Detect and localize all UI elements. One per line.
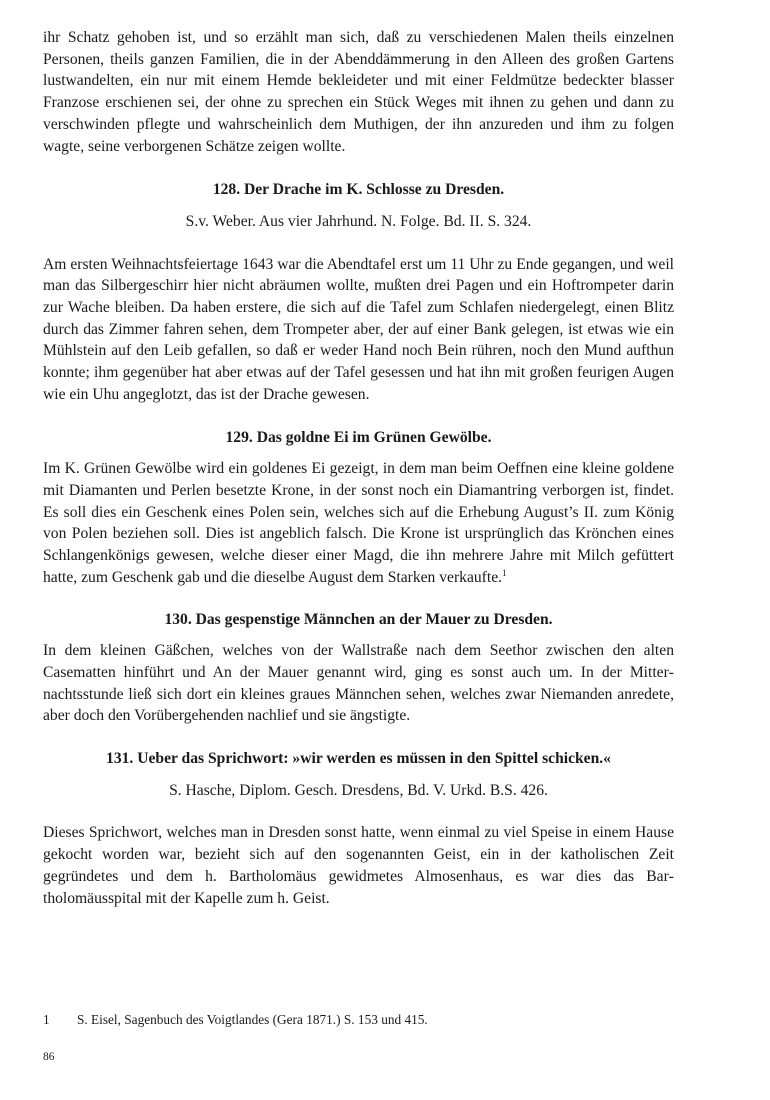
section-130-heading: 130. Das gespenstige Männchen an der Mauer zu Dresden. (164, 611, 553, 629)
section-129-text: Im K. Grünen Gewölbe wird ein goldenes Ei gezeigt, in dem man beim Oeffnen eine kleine goldene mit Diamanten und Perlen besetzte Krone, in der sonst noch ein Diamantring verborgen ist, findet. Es soll dies ein Geschenk eines Polen sein, welches sich auf die Erhebung August’s II. zum König von Polen beziehen soll. Dies ist angeblich falsch. Die Krone ist ursprünglich das Krönchen eines Schlangenkönigs gewesen, welche dieser einer Magd, die ihn mehrere Jahre mit Milch gefüttert hatte, zum Geschenk gab und die dieselbe August dem Starken verkaufte. (43, 460, 674, 586)
section-131-heading: 131. Ueber das Sprichwort: »wir werden es müssen in den Spittel schicken.« (106, 749, 611, 767)
footnote-number: 1 (43, 1012, 50, 1027)
section-129-paragraph (43, 458, 674, 588)
section-131-source: S. Hasche, Diplom. Gesch. Dresdens, Bd. V. Urkd. B.S. 426. (169, 781, 548, 799)
footnote (43, 1011, 674, 1029)
section-131-paragraph: Dieses Sprichwort, welches man in Dresden sonst hatte, wenn einmal zu viel Speise in einem Hause gekocht worden war, bezieht sich auf den sogenannten Geist, ein in der katholischen Zeit gegründetes und dem h. Bartholomäus gewidmetes Almosenhaus, es war dies das Bartholomäusspital mit der Kapelle zum h. Geist. (43, 824, 674, 907)
section-129-heading: 129. Das goldne Ei im Grünen Gewölbe. (225, 428, 492, 446)
section-128-source: S.v. Weber. Aus vier Jahrhund. N. Folge. Bd. II. S. 324. (185, 212, 532, 230)
section-128-heading: 128. Der Drache im K. Schlosse zu Dresden. (212, 181, 505, 199)
page-body (43, 27, 674, 909)
section-130-paragraph: In dem kleinen Gäßchen, welches von der Wallstraße nach dem Seethor zwischen den alten Casematten hinführt und An der Mauer genannt wird, ging es sonst auch um. In der Mitternachtsstunde ließ sich dort ein kleines graues Männchen sehen, welches zwar Niemanden anredete, aber doch den Vorübergehenden nachlief und sie ängstigte. (43, 642, 674, 725)
section-128-paragraph: Am ersten Weihnachtsfeiertage 1643 war die Abendtafel erst um 11 Uhr zu Ende gegangen, und weil man das Silbergeschirr hier nicht abräumen wollte, mußten drei Pagen und ein Hoftrompeter darin zur Wache bleiben. Da haben erstere, die sich auf die Tafel zum Schlafen niedergelegt, einen Blitz durch das Zimmer fahren sehen, dem Trompeter aber, der auf einer Bank gelegen, ist etwas wie ein Mühlstein auf den Leib gefallen, so daß er weder Hand noch Bein rühren, noch den Mund aufthun konnte; ihm gegenüber hat aber etwas auf der Tafel gesessen und hat ihn mit großen feurigen Augen wie ein Uhu angeglotzt, das ist der Drache gewesen. (43, 255, 674, 403)
footnote-text: S. Eisel, Sagenbuch des Voigtlandes (Gera 1871.) S. 153 und 415. (77, 1012, 428, 1027)
intro-paragraph: ihr Schatz gehoben ist, und so erzählt man sich, daß zu verschiedenen Malen theils einzelnen Personen, theils ganzen Familien, die in der Abenddämmerung in den Alleen des großen Gartens lustwandelten, ein nur mit einem Hemde bekleideter und mit einer Feldmütze bedeckter blasser Franzose erschienen sei, der ohne zu sprechen ein Stück Weges mit ihnen zu gehen und dann zu verschwinden pflegte und wahrscheinlich dem Muthigen, der ihn anzureden und ihm zu folgen wagte, seine verborgenen Schätze zeigen wollte. (43, 29, 674, 155)
page-number: 86 (43, 1051, 55, 1063)
footnote-reference[interactable]: 1 (502, 567, 507, 578)
